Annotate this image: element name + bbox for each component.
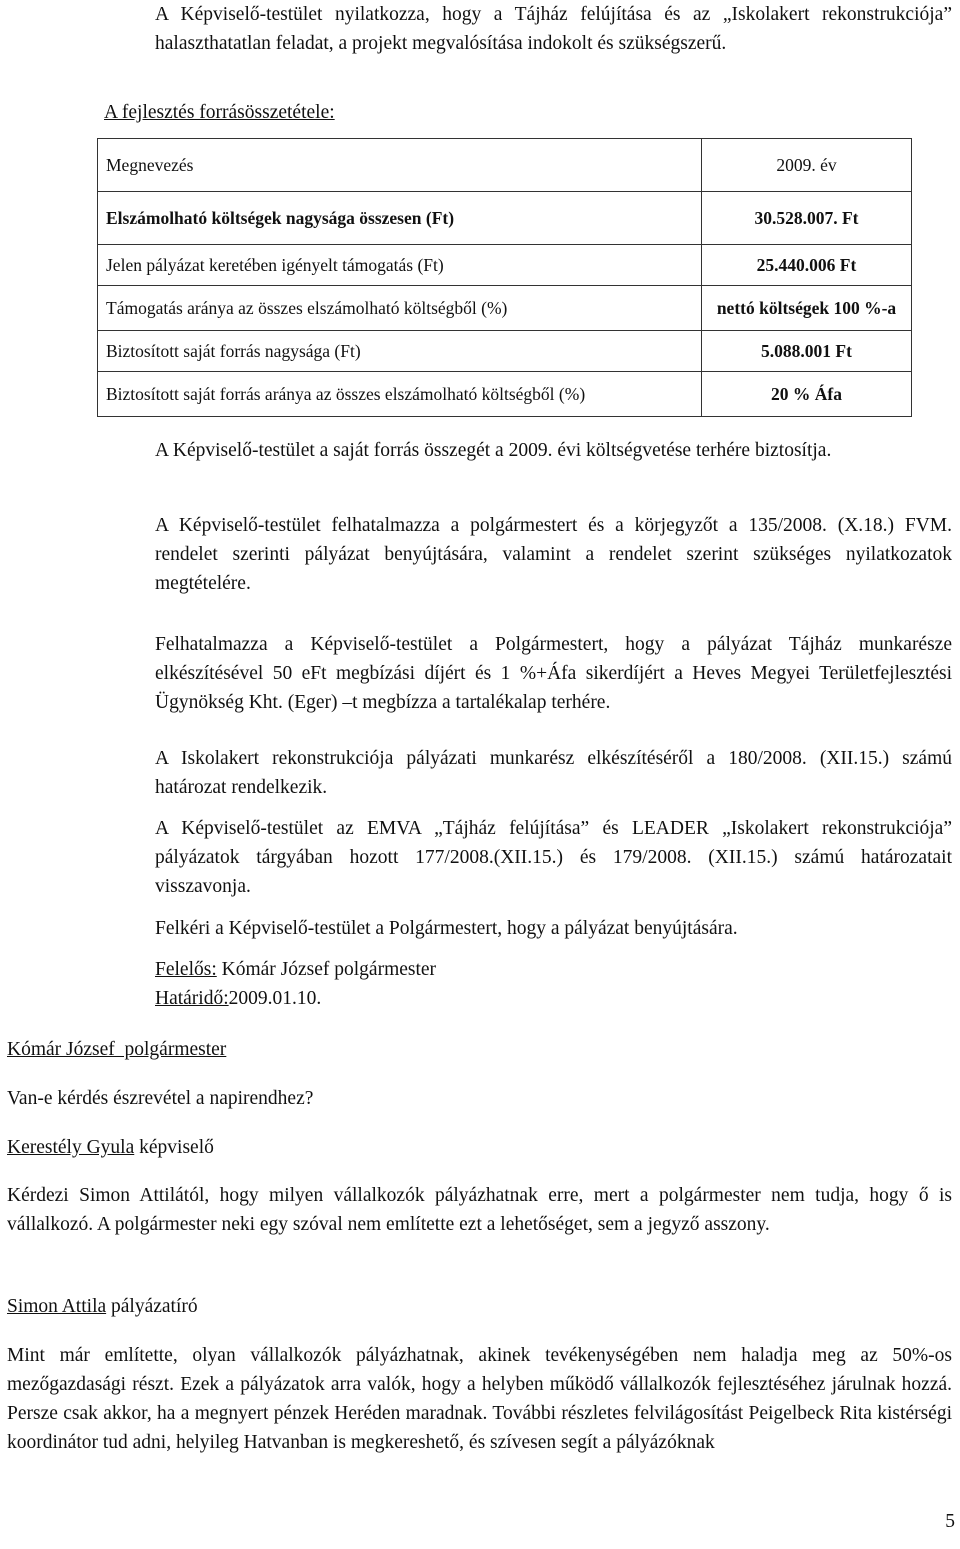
- speaker-grant-writer: [7, 1292, 952, 1321]
- deadline-line: [155, 984, 436, 1013]
- funding-heading: A fejlesztés forrásösszetétele:: [104, 102, 335, 123]
- row-value: 20 % Áfa: [702, 372, 912, 417]
- header-year: 2009. év: [702, 139, 912, 192]
- row-label: Támogatás aránya az összes elszámolható költségből (%): [98, 286, 702, 331]
- answer-paragraph: Mint már említette, olyan vállalkozók pályázhatnak, akinek tevékenységében nem haladja meg az 50%-os mezőgazdasági részt. Ezek a pályázatok arra valók, hogy a helyben működő vállalkozók fejlesztéséhez járulnak hozzá. Persze csak akkor, ha a megnyert pénzek Heréden maradnak. További részletes felvilágosítást Peigelbeck Rita kistérségi koordinátor tud adni, helyileg Hatvanban is megkereshető, és szívesen segít a pályázóknak: [7, 1345, 952, 1453]
- table-row: [98, 245, 912, 286]
- row-label: Biztosított saját forrás aránya az összes elszámolható költségből (%): [98, 372, 702, 417]
- row-label: Elszámolható költségek nagysága összesen (Ft): [98, 192, 702, 245]
- funding-table: [97, 138, 912, 417]
- responsible-value: Kómár József polgármester: [216, 959, 437, 980]
- row-value: nettó költségek 100 %-a: [702, 286, 912, 331]
- table-header-row: [98, 139, 912, 192]
- row-value: 25.440.006 Ft: [702, 245, 912, 286]
- own-funds-paragraph: A Képviselő-testület a saját forrás összegét a 2009. évi költségvetése terhére biztosítja.: [155, 440, 832, 461]
- page-number: 5: [945, 1511, 955, 1532]
- deadline-label: Határidő:: [155, 988, 229, 1009]
- table-row: [98, 286, 912, 331]
- question-line: Van-e kérdés észrevétel a napirendhez?: [7, 1088, 314, 1109]
- deadline-value: 2009.01.10.: [228, 988, 322, 1009]
- speaker-representative: [7, 1133, 952, 1162]
- school-garden-paragraph: A Iskolakert rekonstrukciója pályázati munkarész elkészítéséről a 180/2008. (XII.15.) számú határozat rendelkezik.: [155, 748, 952, 798]
- speaker-name: Simon Attila: [7, 1296, 107, 1317]
- table-row: [98, 192, 912, 245]
- row-label: Biztosított saját forrás nagysága (Ft): [98, 331, 702, 372]
- responsibility-block: [155, 955, 436, 1013]
- question-paragraph: Kérdezi Simon Attilától, hogy milyen vállalkozók pályázhatnak erre, mert a polgármester nem tudja, hogy ő is vállalkozó. A polgármester neki egy szóval nem említette ezt a lehetőséget, sem a jegyző asszony.: [7, 1185, 952, 1235]
- row-label: Jelen pályázat keretében igényelt támogatás (Ft): [98, 245, 702, 286]
- request-paragraph: Felkéri a Képviselő-testület a Polgármestert, hogy a pályázat benyújtására.: [155, 918, 738, 939]
- row-value: 5.088.001 Ft: [702, 331, 912, 372]
- table-row: [98, 372, 912, 417]
- authorization-paragraph: A Képviselő-testület felhatalmazza a polgármestert és a körjegyzőt a 135/2008. (X.18.) FVM. rendelet szerinti pályázat benyújtására, valamint a rendelet szerint szükséges nyilatkozatok megtételére.: [155, 515, 952, 594]
- responsible-label: Felelős:: [155, 959, 217, 980]
- speaker-mayor: Kómár József polgármester: [7, 1039, 227, 1060]
- row-value: 30.528.007. Ft: [702, 192, 912, 245]
- header-label: Megnevezés: [98, 139, 702, 192]
- speaker-role: pályázatíró: [106, 1296, 198, 1317]
- agency-mandate-paragraph: Felhatalmazza a Képviselő-testület a Polgármestert, hogy a pályázat Tájház munkarésze elkészítésével 50 eFt megbízási díjért és 1 %+Áfa sikerdíjért a Heves Megyei Területfejlesztési Ügynökség Kht. (Eger) –t megbízza a tartalékalap terhére.: [155, 634, 952, 713]
- intro-paragraph: A Képviselő-testület nyilatkozza, hogy a Tájház felújítása és az „Iskolakert rekonstrukciója” halaszthatatlan feladat, a projekt megvalósítása indokolt és szükségszerű.: [155, 4, 952, 54]
- speaker-name: Kerestély Gyula: [7, 1137, 135, 1158]
- table-row: [98, 331, 912, 372]
- responsible-line: [155, 955, 436, 984]
- speaker-role: képviselő: [134, 1137, 214, 1158]
- revocation-paragraph: A Képviselő-testület az EMVA „Tájház felújítása” és LEADER „Iskolakert rekonstrukciója” pályázatok tárgyában hozott 177/2008.(XII.15.) és 179/2008. (XII.15.) számú határozatait visszavonja.: [155, 818, 952, 897]
